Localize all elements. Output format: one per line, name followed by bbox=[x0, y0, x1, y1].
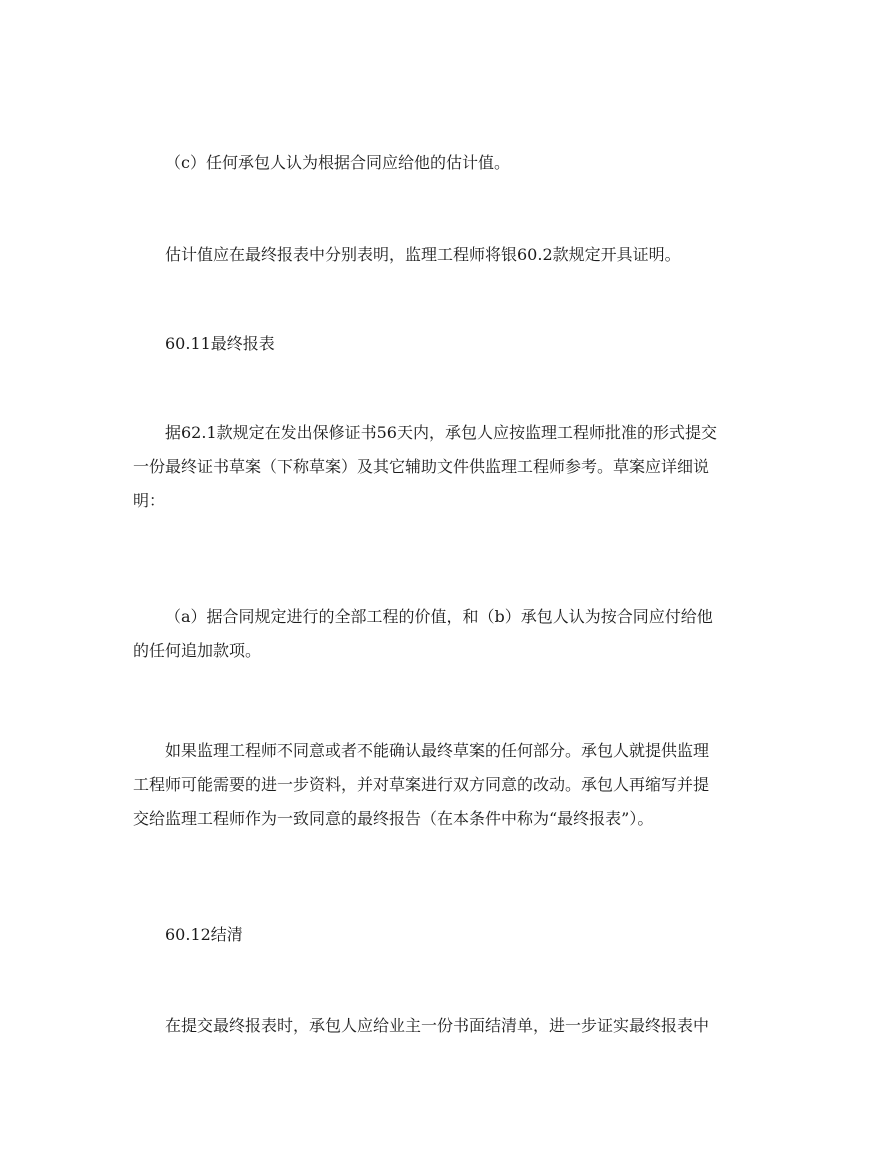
paragraph-final-statement-draft bbox=[133, 416, 773, 518]
text-line: 据62.1款规定在发出保修证书56天内，承包人应按监理工程师批准的形式提交 bbox=[165, 423, 717, 442]
text-line: （a）据合同规定进行的全部工程的价值，和（b）承包人认为按合同应付给他 bbox=[165, 607, 713, 626]
section-heading-60-11 bbox=[133, 327, 773, 361]
section-heading-60-12 bbox=[133, 918, 773, 952]
text-line: 一份最终证书草案（下称草案）及其它辅助文件供监理工程师参考。草案应详细说 bbox=[133, 457, 710, 476]
text-line: 的任何追加款项。 bbox=[133, 641, 262, 660]
paragraph-estimated-value-item-c bbox=[133, 146, 773, 180]
text-line: 60.12结清 bbox=[165, 925, 243, 944]
paragraph-estimated-value-note bbox=[133, 238, 773, 272]
paragraph-disagreement bbox=[133, 734, 773, 836]
paragraph-draft-items-a-b bbox=[133, 600, 773, 668]
text-line: 60.11最终报表 bbox=[165, 334, 275, 353]
paragraph-settlement bbox=[133, 1009, 773, 1043]
text-line: 明： bbox=[133, 491, 166, 510]
text-line: 交给监理工程师作为一致同意的最终报告（在本条件中称为“最终报表”）。 bbox=[133, 809, 654, 828]
text-line: 工程师可能需要的进一步资料，并对草案进行双方同意的改动。承包人再缩写并提 bbox=[133, 775, 710, 794]
text-line: 如果监理工程师不同意或者不能确认最终草案的任何部分。承包人就提供监理 bbox=[165, 741, 710, 760]
text-line: （c）任何承包人认为根据合同应给他的估计值。 bbox=[165, 153, 510, 172]
text-line: 估计值应在最终报表中分别表明，监理工程师将银60.2款规定开具证明。 bbox=[165, 245, 681, 264]
text-line: 在提交最终报表时，承包人应给业主一份书面结清单，进一步证实最终报表中 bbox=[165, 1016, 710, 1035]
